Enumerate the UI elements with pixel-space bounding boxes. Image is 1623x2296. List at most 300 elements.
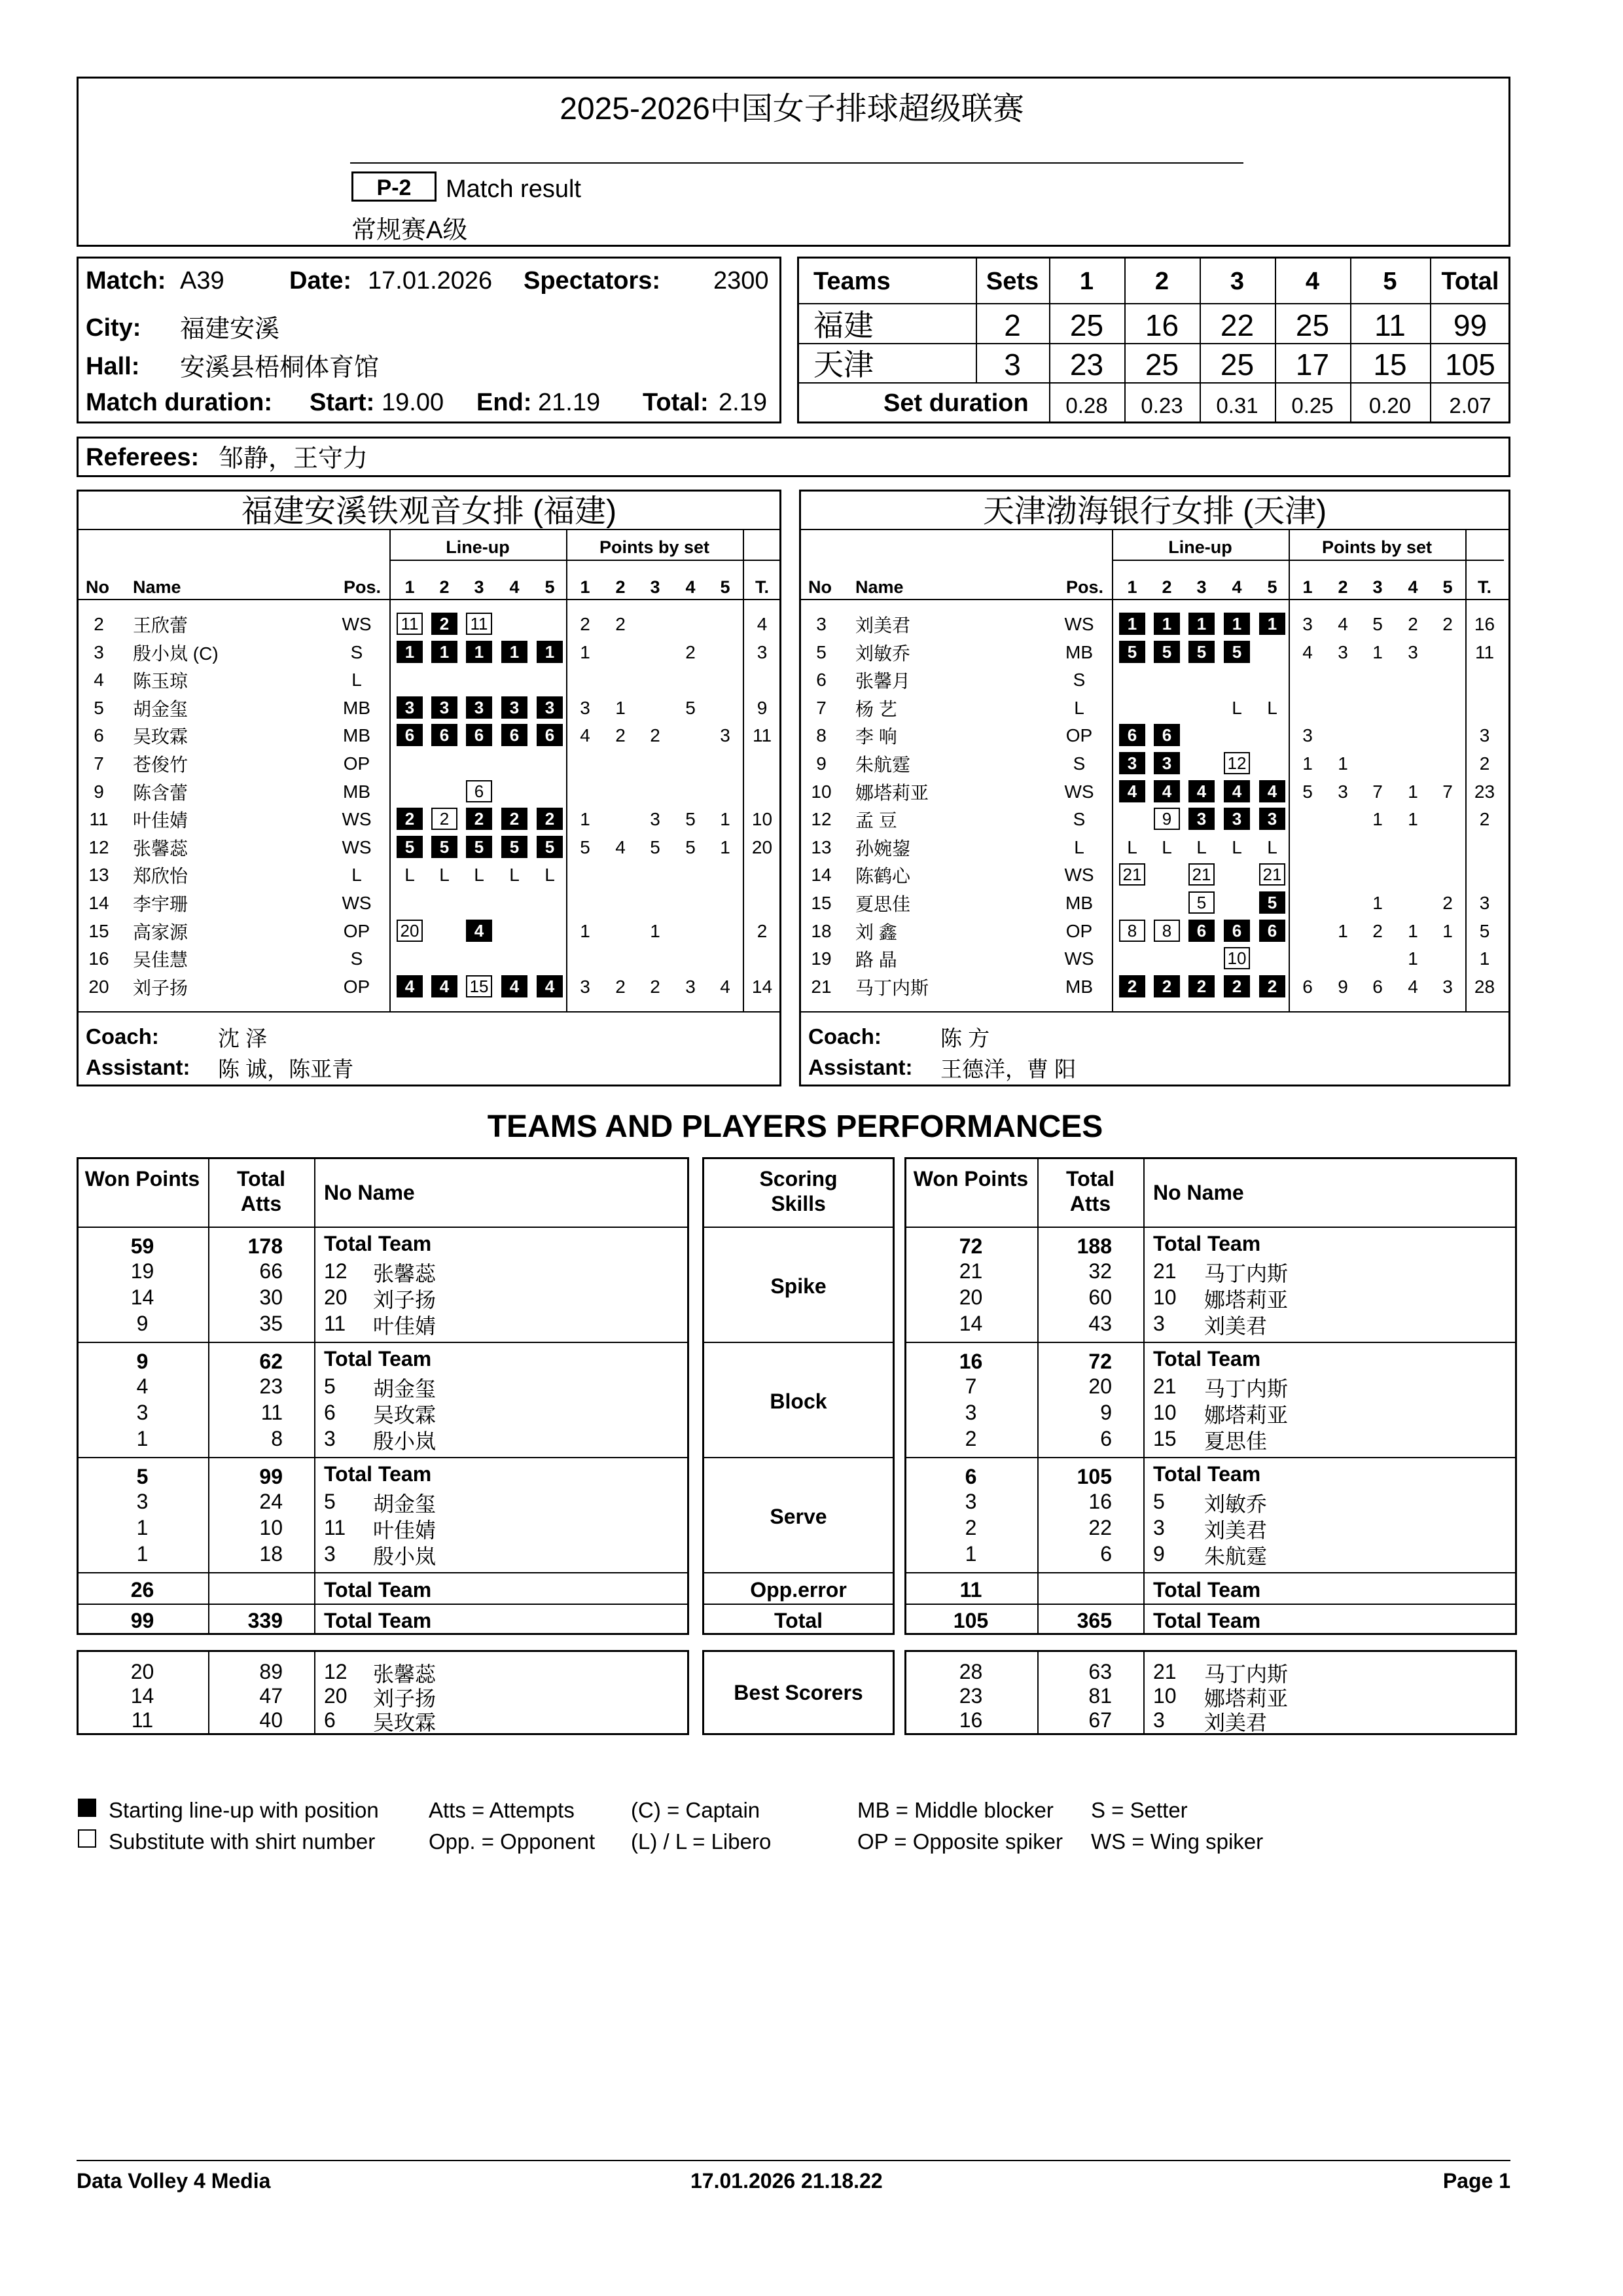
player-name: 朱航霆 [1204,1545,1268,1568]
player-no: 8 [816,725,827,746]
lineup-start-position: 5 [431,836,457,858]
player-total: 2 [757,920,768,941]
header-won-points: Won Points [84,1167,200,1191]
player-won-points: 3 [136,1490,149,1513]
player-no: 9 [94,781,104,802]
skill-name: Spike [770,1274,827,1298]
player-name: 胡金玺 [133,698,188,719]
player-no: 9 [816,753,827,774]
score-hline [797,303,1510,304]
player-pos: S [350,641,363,662]
player-name: 吴玫霖 [373,1403,437,1427]
player-no: 5 [816,641,827,662]
score-a-set3: 22 [1220,308,1255,342]
player-points-set: 2 [1442,893,1453,913]
best-scorer-total-atts: 67 [1088,1708,1112,1732]
best-scorer-shirt-no: 12 [324,1660,348,1683]
set-duration-4: 0.25 [1291,393,1334,418]
total-team-label: Total Team [324,1232,432,1255]
team-total-atts: 62 [259,1350,283,1373]
lineup-start-position: 4 [1154,780,1180,802]
player-points-set: 3 [1408,641,1418,662]
lineup-start-position: 4 [501,975,527,997]
perf-hline [904,1604,1517,1605]
lineup-start-position: 5 [537,836,563,858]
points-set-header: 3 [650,577,660,597]
player-total-atts: 22 [1088,1516,1112,1539]
lineup-start-position: 6 [1154,724,1180,746]
player-won-points: 20 [959,1285,983,1309]
best-scorer-won-points: 23 [959,1684,983,1708]
player-name: 陈鹤心 [855,866,911,887]
lineup-start-position: 2 [1188,975,1215,997]
player-name: 叶佳婧 [133,810,188,831]
col-no-header: No [86,577,109,597]
col-no-header: No [808,577,832,597]
team-total-atts: 188 [1077,1234,1112,1258]
player-total-atts: 10 [259,1516,283,1539]
legend-captain: (C) = Captain [631,1798,760,1822]
lineup-start-position: 3 [501,696,527,719]
skill-name: Serve [770,1505,827,1528]
player-pos: OP [1065,725,1093,746]
player-shirt-no: 20 [324,1285,348,1309]
roster-hline [77,529,781,530]
legend-starting-square [78,1799,96,1817]
player-shirt-no: 15 [1153,1427,1177,1450]
player-total-atts: 6 [1100,1542,1112,1566]
lineup-start-position: 2 [431,613,457,635]
score-b-set4: 17 [1295,348,1330,382]
player-no: 2 [94,614,104,634]
player-pos: WS [342,836,372,857]
player-pos: WS [1064,865,1094,886]
player-points-set: 2 [580,614,590,634]
lineup-set-header: 2 [1162,577,1172,597]
player-pos: MB [1065,976,1093,997]
player-points-set: 1 [1302,753,1313,774]
player-no: 14 [811,865,832,886]
player-total: 16 [1474,614,1495,634]
lineup-start-position: 3 [466,696,492,719]
player-points-set: 5 [1302,781,1313,802]
best-scorer-won-points: 20 [130,1660,154,1683]
best-scorer-name: 吴玫霖 [373,1711,437,1734]
total-value: 2.19 [719,389,767,416]
player-total: 23 [1474,781,1495,802]
hall-label: Hall: [86,353,140,380]
lineup-start-position: 3 [397,696,423,719]
legend-s: S = Setter [1091,1798,1188,1822]
player-points-set: 3 [1442,976,1453,997]
player-name: 陈含蕾 [133,782,188,803]
set-duration-5: 0.20 [1368,393,1412,418]
best-scorer-total-atts: 89 [259,1660,283,1683]
duration-label: Match duration: [86,389,272,416]
lineup-substitute-number: 21 [1259,863,1285,886]
player-name: 马丁内斯 [1204,1262,1289,1285]
lineup-set-header: 4 [509,577,520,597]
player-total-atts: 32 [1088,1259,1112,1283]
assistant-label: Assistant: [86,1055,190,1079]
lineup-start-position: 1 [1224,613,1250,635]
lineup-libero-mark: L [1232,697,1242,718]
best-scorer-name: 刘美君 [1204,1711,1268,1734]
perf-hline [77,1457,689,1458]
player-pos: WS [342,893,372,913]
player-pos: S [1073,670,1086,691]
player-points-set: 1 [580,920,590,941]
player-name: 刘美君 [1204,1314,1268,1338]
roster-vline [389,529,391,1011]
lineup-set-header: 4 [1232,577,1242,597]
match-label: Match: [86,267,166,295]
total-team-label: Total Team [1153,1347,1261,1371]
col-pos-header: Pos. [344,577,382,597]
player-points-set: 1 [615,697,626,718]
player-points-set: 1 [1408,920,1418,941]
roster-hline [799,599,1510,600]
player-name: 刘 鑫 [855,922,897,942]
lineup-start-position: 1 [431,641,457,663]
player-no: 13 [811,836,832,857]
lineup-substitute-number: 9 [1154,808,1180,830]
lineup-start-position: 6 [1259,920,1285,942]
perf-hline [702,1604,895,1605]
player-no: 10 [811,781,832,802]
date-label: Date: [289,267,352,295]
spectators-value: 2300 [713,267,769,295]
lineup-start-position: 2 [397,808,423,830]
player-points-set: 2 [1408,614,1418,634]
player-points-set: 1 [580,641,590,662]
lineup-start-position: 4 [1119,780,1145,802]
score-team-b: 天津 [813,348,874,382]
best-scorer-total-atts: 63 [1088,1660,1112,1683]
best-scorer-total-atts: 81 [1088,1684,1112,1708]
player-total: 3 [1479,893,1490,913]
points-by-set-header: Points by set [599,537,710,557]
player-points-set: 5 [1372,614,1383,634]
player-total: 3 [1479,725,1490,746]
legend-ws: WS = Wing spiker [1091,1829,1264,1854]
points-set-header: 4 [1408,577,1418,597]
doc-type: Match result [446,175,581,203]
player-no: 6 [816,670,827,691]
player-name: 刘子扬 [133,977,188,998]
player-total-atts: 35 [259,1312,283,1335]
lineup-start-position: 3 [1154,752,1180,774]
coach-label: Coach: [86,1024,159,1049]
perf-hline [77,1342,689,1343]
score-a-total: 99 [1453,308,1488,342]
player-no: 13 [88,865,109,886]
lineup-start-position: 2 [1259,975,1285,997]
legend-opp: Opp. = Opponent [429,1829,596,1854]
lineup-libero-mark: L [1267,697,1277,718]
player-points-set: 2 [650,725,660,746]
lineup-start-position: 1 [537,641,563,663]
perf-vline [1143,1157,1145,1635]
lineup-start-position: 1 [1119,613,1145,635]
team-won-points: 16 [959,1350,983,1373]
player-name: 马丁内斯 [1204,1377,1289,1401]
player-total: 3 [757,641,768,662]
roster-hline [77,1011,781,1013]
points-set-header: 5 [720,577,730,597]
player-points-set: 2 [615,976,626,997]
set-duration-2: 0.23 [1141,393,1183,418]
lineup-substitute-number: 11 [397,613,423,635]
player-total: 4 [757,614,768,634]
header-scoring-skills: Scoring Skills [759,1167,838,1216]
lineup-start-position: 2 [1154,975,1180,997]
best-scorer-name: 刘子扬 [373,1687,437,1710]
best-scorer-shirt-no: 10 [1153,1684,1177,1708]
lineup-start-position: 5 [1119,641,1145,663]
player-total-atts: 20 [1088,1374,1112,1398]
player-points-set: 1 [1408,781,1418,802]
lineup-substitute-number: 21 [1119,863,1145,886]
roster-hline [77,599,781,600]
player-total-atts: 66 [259,1259,283,1283]
player-no: 16 [88,948,109,969]
legend-libero: (L) / L = Libero [631,1829,772,1854]
lineup-start-position: 5 [1224,641,1250,663]
points-set-header: 4 [685,577,696,597]
score-sets-a: 2 [1004,308,1021,342]
player-pos: L [351,865,362,886]
lineup-start-position: 6 [397,724,423,746]
lineup-libero-mark: L [1196,836,1207,857]
player-shirt-no: 11 [324,1312,346,1335]
score-b-set2: 25 [1145,348,1179,382]
player-name: 刘子扬 [373,1288,437,1312]
player-points-set: 1 [1372,893,1383,913]
score-a-set5: 11 [1374,308,1406,342]
lineup-start-position: 4 [431,975,457,997]
lineup-start-position: 3 [431,696,457,719]
lineup-start-position: 1 [501,641,527,663]
roster-hline [799,1011,1510,1013]
perf-hline [904,1572,1517,1573]
player-shirt-no: 9 [1153,1542,1165,1566]
lineup-start-position: 3 [1119,752,1145,774]
player-name: 吴佳慧 [133,950,188,971]
best-scorer-won-points: 11 [131,1708,154,1732]
player-total: 14 [751,976,773,997]
legend-substitute-square [78,1829,96,1848]
lineup-start-position: 6 [1188,920,1215,942]
player-won-points: 21 [959,1259,983,1283]
lineup-start-position: 4 [397,975,423,997]
player-shirt-no: 21 [1153,1374,1177,1398]
player-total-atts: 16 [1088,1490,1112,1513]
score-hline [797,343,1510,344]
player-no: 21 [811,976,832,997]
player-name: 李宇珊 [133,894,188,914]
lineup-set-header: 5 [1267,577,1277,597]
player-name: 刘敏乔 [855,643,911,664]
opp-error-label: Opp.error [750,1578,847,1602]
player-shirt-no: 3 [1153,1312,1165,1335]
player-won-points: 2 [965,1516,977,1539]
player-pos: OP [1065,920,1093,941]
player-won-points: 14 [130,1285,154,1309]
player-points-set: 1 [1442,920,1453,941]
player-pos: L [1074,836,1084,857]
referees-label: Referees: [86,444,200,471]
header-no-name: No Name [324,1181,415,1204]
date-value: 17.01.2026 [368,267,493,295]
score-header-set1: 1 [1079,268,1094,295]
roster-team-name: 天津渤海银行女排 (天津) [982,494,1327,529]
lineup-start-position: 1 [1259,613,1285,635]
player-points-set: 2 [615,725,626,746]
player-name: 王欣蕾 [133,615,188,636]
lineup-start-position: 4 [537,975,563,997]
footer-rule [77,2160,1510,2161]
best-scorer-name: 娜塔莉亚 [1204,1687,1289,1710]
player-name: 娜塔莉亚 [1204,1403,1289,1427]
player-points-set: 4 [1302,641,1313,662]
lineup-start-position: 5 [1188,641,1215,663]
legend-substitute: Substitute with shirt number [109,1829,376,1854]
title-underline [350,162,1243,164]
doc-code: P-2 [376,175,412,200]
lineup-start-position: 6 [537,724,563,746]
player-pos: S [1073,753,1086,774]
score-b-set1: 23 [1069,348,1104,382]
lineup-libero-mark: L [474,865,484,886]
player-points-set: 3 [1302,614,1313,634]
lineup-start-position: 6 [1224,920,1250,942]
start-value: 19.00 [382,389,444,416]
lineup-set-header: 5 [544,577,555,597]
player-shirt-no: 10 [1153,1401,1177,1424]
player-shirt-no: 10 [1153,1285,1177,1309]
player-name: 夏思佳 [855,894,911,914]
footer-right: Page 1 [1442,2169,1510,2193]
player-points-set: 7 [1372,781,1383,802]
player-pos: MB [1065,641,1093,662]
points-set-header: 5 [1442,577,1453,597]
player-shirt-no: 3 [1153,1516,1165,1539]
footer-left: Data Volley 4 Media [77,2169,271,2193]
phase: 常规赛A级 [351,217,468,244]
player-won-points: 3 [136,1401,149,1424]
set-duration-label: Set duration [883,389,1029,417]
score-b-set5: 15 [1373,348,1407,382]
player-points-set: 3 [720,725,730,746]
col-total-header: T. [755,577,769,597]
points-set-header: 1 [580,577,590,597]
player-name: 叶佳婧 [373,1518,437,1542]
player-name: 孟 豆 [855,810,897,831]
score-b-total: 105 [1445,348,1495,382]
player-points-set: 2 [685,641,696,662]
player-won-points: 7 [965,1374,977,1398]
lineup-substitute-number: 21 [1188,863,1215,886]
player-name: 朱航霆 [855,755,911,775]
player-total: 1 [1479,948,1490,969]
lineup-start-position: 1 [1188,613,1215,635]
points-set-header: 1 [1302,577,1313,597]
player-no: 19 [811,948,832,969]
skill-name: Block [770,1390,827,1413]
lineup-libero-mark: L [544,865,555,886]
roster-hline [799,529,1510,530]
player-points-set: 3 [580,976,590,997]
player-total-atts: 9 [1100,1401,1112,1424]
team-total-atts: 72 [1088,1350,1112,1373]
player-name: 杨 艺 [855,698,897,719]
best-scorers-label: Best Scorers [734,1681,863,1704]
score-header-teams: Teams [813,268,891,295]
player-points-set: 1 [580,809,590,830]
opp-error-b: 11 [959,1578,982,1602]
legend-atts: Atts = Attempts [429,1798,575,1822]
lineup-start-position: 5 [1259,891,1285,914]
score-header-set5: 5 [1383,268,1397,295]
player-total: 2 [1479,809,1490,830]
total-label: Total: [643,389,709,416]
player-pos: S [350,948,363,969]
player-pos: OP [343,976,370,997]
player-won-points: 4 [136,1374,149,1398]
header-won-points: Won Points [913,1167,1029,1191]
lineup-substitute-number: 20 [397,920,423,942]
player-pos: S [1073,809,1086,830]
player-total-atts: 18 [259,1542,283,1566]
opp-error-a: 26 [130,1578,154,1602]
lineup-start-position: 4 [1224,780,1250,802]
footer-center: 17.01.2026 21.18.22 [690,2169,883,2193]
player-total-atts: 23 [259,1374,283,1398]
lineup-start-position: 6 [466,724,492,746]
hall-value: 安溪县梧桐体育馆 [180,354,380,382]
player-total: 28 [1474,976,1495,997]
player-pos: L [1074,697,1084,718]
team-total-atts: 105 [1077,1465,1112,1488]
player-no: 6 [94,725,104,746]
player-points-set: 1 [1372,641,1383,662]
player-pos: WS [1064,948,1094,969]
player-points-set: 5 [685,836,696,857]
player-points-set: 2 [615,614,626,634]
score-sets-b: 3 [1004,348,1021,382]
total-won-b: 105 [953,1609,989,1632]
score-header-set4: 4 [1305,268,1320,295]
player-pos: WS [1064,614,1094,634]
player-name: 陈玉琼 [133,671,188,692]
roster-hline [389,560,781,561]
player-shirt-no: 12 [324,1259,348,1283]
lineup-set-header: 3 [1196,577,1207,597]
best-scorer-name: 张馨蕊 [373,1662,437,1686]
player-won-points: 1 [136,1516,149,1539]
coach-label: Coach: [808,1024,882,1049]
team-won-points: 5 [136,1465,149,1488]
col-total-header: T. [1477,577,1491,597]
player-name: 吴玫霖 [133,726,188,747]
city-label: City: [86,314,141,342]
player-total-atts: 24 [259,1490,283,1513]
player-points-set: 1 [720,809,730,830]
player-points-set: 6 [1302,976,1313,997]
set-duration-1: 0.28 [1065,393,1108,418]
perf-hline [702,1457,895,1458]
